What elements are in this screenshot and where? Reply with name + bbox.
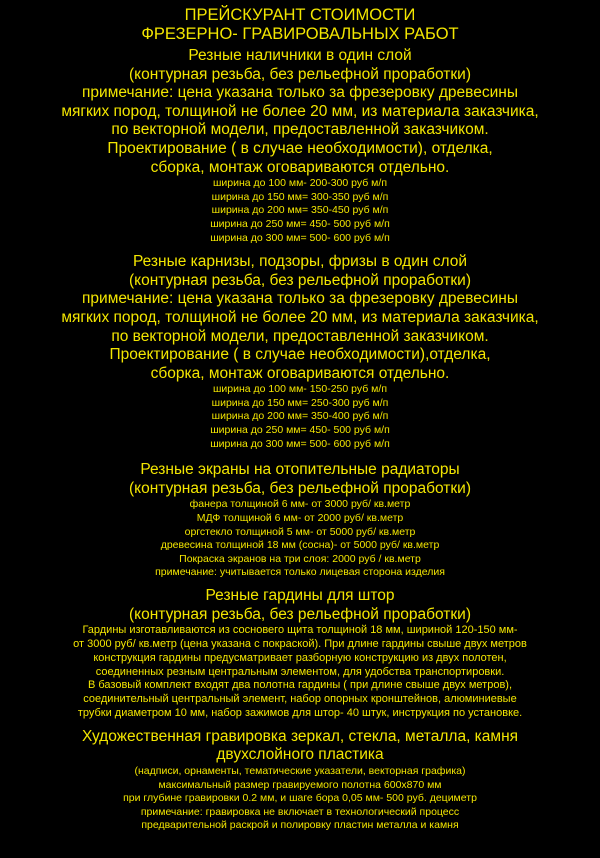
- price-line: древесина толщиной 18 мм (сосна)- от 5000 руб/ кв.метр: [160, 539, 440, 552]
- price-line: ширина до 250 мм= 450- 500 руб м/п: [210, 217, 390, 230]
- price-line: ширина до 100 мм- 150-250 руб м/п: [212, 383, 387, 396]
- price-line: оргстекло толщиной 5 мм- от 5000 руб/ кв.метр: [184, 525, 416, 538]
- price-line: ширина до 150 мм= 300-350 руб м/п: [211, 190, 389, 203]
- heading-line: Резные гардины для штор: [205, 587, 395, 604]
- price-line: ширина до 300 мм= 500- 600 руб м/п: [210, 437, 390, 450]
- section-nalichniki: [0, 47, 600, 245]
- section-heading: [0, 728, 600, 765]
- heading-line: (контурная резьба, без рельефной проработки): [129, 605, 471, 623]
- price-line: ширина до 250 мм= 450- 500 руб м/п: [210, 424, 390, 437]
- body-line: соединенных резным центральным элементом, для удобства транспортировки.: [95, 665, 505, 678]
- note-line: сборка, монтаж оговариваются отдельно.: [150, 364, 450, 382]
- body-line: В базовый комплект входят два полотна гардины ( при длине свыше двух метров),: [87, 679, 513, 692]
- note-line: мягких пород, толщиной не более 20 мм, из материала заказчика,: [61, 308, 539, 326]
- body-line: соединительный центральный элемент, набор опорных кронштейнов, алюминиевые: [83, 693, 517, 706]
- price-line: при глубине гравировки 0.2 мм, и шаге бора 0,05 мм- 500 руб. дециметр: [123, 792, 477, 805]
- price-line: МДФ толщиной 6 мм- от 2000 руб/ кв.метр: [196, 512, 404, 525]
- price-line: ширина до 200 мм= 350-400 руб м/п: [211, 410, 389, 423]
- note-line: примечание: цена указана только за фрезеровку древесины: [82, 290, 518, 308]
- price-line: ширина до 300 мм= 500- 600 руб м/п: [210, 231, 390, 244]
- price-line: максимальный размер гравируемого полотна 600х870 мм: [158, 778, 442, 791]
- page-title: [0, 6, 600, 44]
- section-karnizy: [0, 253, 600, 451]
- price-list: [0, 177, 600, 245]
- note-line: Проектирование ( в случае необходимости), отделка,: [107, 139, 493, 157]
- heading-line: Резные карнизы, подзоры, фризы в один слой: [133, 253, 467, 271]
- price-list: [0, 765, 600, 833]
- body-line: конструкция гардины предусматривает разборную конструкцию из двух полотен,: [93, 651, 507, 664]
- section-note: [0, 84, 600, 177]
- section-ekrany: [0, 461, 600, 580]
- body-line: Гардины изготавливаются из сосновего щита толщиной 18 мм, шириной 120-150 мм-: [82, 624, 518, 637]
- note-line: примечание: цена указана только за фрезеровку древесины: [82, 84, 518, 102]
- price-line: ширина до 150 мм= 250-300 руб м/п: [211, 396, 389, 409]
- note-line: мягких пород, толщиной не более 20 мм, из материала заказчика,: [61, 102, 539, 120]
- heading-line: (контурная резьба, без рельефной проработки): [129, 65, 471, 83]
- price-line: Покраска экранов на три слоя: 2000 руб / кв.метр: [179, 552, 421, 565]
- heading-line: Резные экраны на отопительные радиаторы: [140, 461, 460, 479]
- price-line: ширина до 100 мм- 200-300 руб м/п: [212, 177, 387, 190]
- section-heading: [0, 253, 600, 290]
- section-heading: [0, 461, 600, 498]
- note-line: сборка, монтаж оговариваются отдельно.: [150, 158, 450, 176]
- note-line: Проектирование ( в случае необходимости),отделка,: [109, 346, 491, 364]
- price-line: фанера толщиной 6 мм- от 3000 руб/ кв.метр: [189, 498, 411, 511]
- section-body: [0, 624, 600, 721]
- body-line: от 3000 руб/ кв.метр (цена указана с покраской). При длине гардины свыше двух метров: [73, 637, 527, 650]
- heading-line: Художественная гравировка зеркал, стекла, металла, камня: [81, 727, 519, 745]
- price-list: [0, 383, 600, 451]
- price-line: ширина до 200 мм= 350-450 руб м/п: [211, 204, 389, 217]
- section-heading: [0, 47, 600, 84]
- price-line: примечание: учитывается только лицевая сторона изделия: [155, 566, 445, 579]
- section-gravirovka: [0, 728, 600, 833]
- heading-line: Резные наличники в один слой: [188, 47, 412, 64]
- section-heading: [0, 587, 600, 624]
- price-line: примечание: гравировка не включает в технологический процесс: [140, 805, 460, 818]
- note-line: по векторной модели, предоставленной заказчиком.: [111, 327, 489, 345]
- heading-line: (контурная резьба, без рельефной проработки): [129, 271, 471, 289]
- price-line: (надписи, орнаменты, тематические указатели, векторная графика): [134, 764, 466, 777]
- title-line-2: ФРЕЗЕРНО- ГРАВИРОВАЛЬНЫХ РАБОТ: [141, 25, 459, 43]
- note-line: по векторной модели, предоставленной заказчиком.: [111, 121, 489, 139]
- heading-line: двухслойного пластика: [216, 746, 384, 764]
- section-note: [0, 290, 600, 383]
- price-list: [0, 498, 600, 580]
- price-line: предварительной раскрой и полировку пластин металла и камня: [141, 819, 459, 832]
- body-line: трубки диаметром 10 мм, набор зажимов для штор- 40 штук, инструкция по установке.: [77, 706, 523, 719]
- section-gardiny: [0, 587, 600, 721]
- heading-line: (контурная резьба, без рельефной проработки): [129, 479, 471, 497]
- title-line-1: ПРЕЙСКУРАНТ СТОИМОСТИ: [184, 6, 416, 24]
